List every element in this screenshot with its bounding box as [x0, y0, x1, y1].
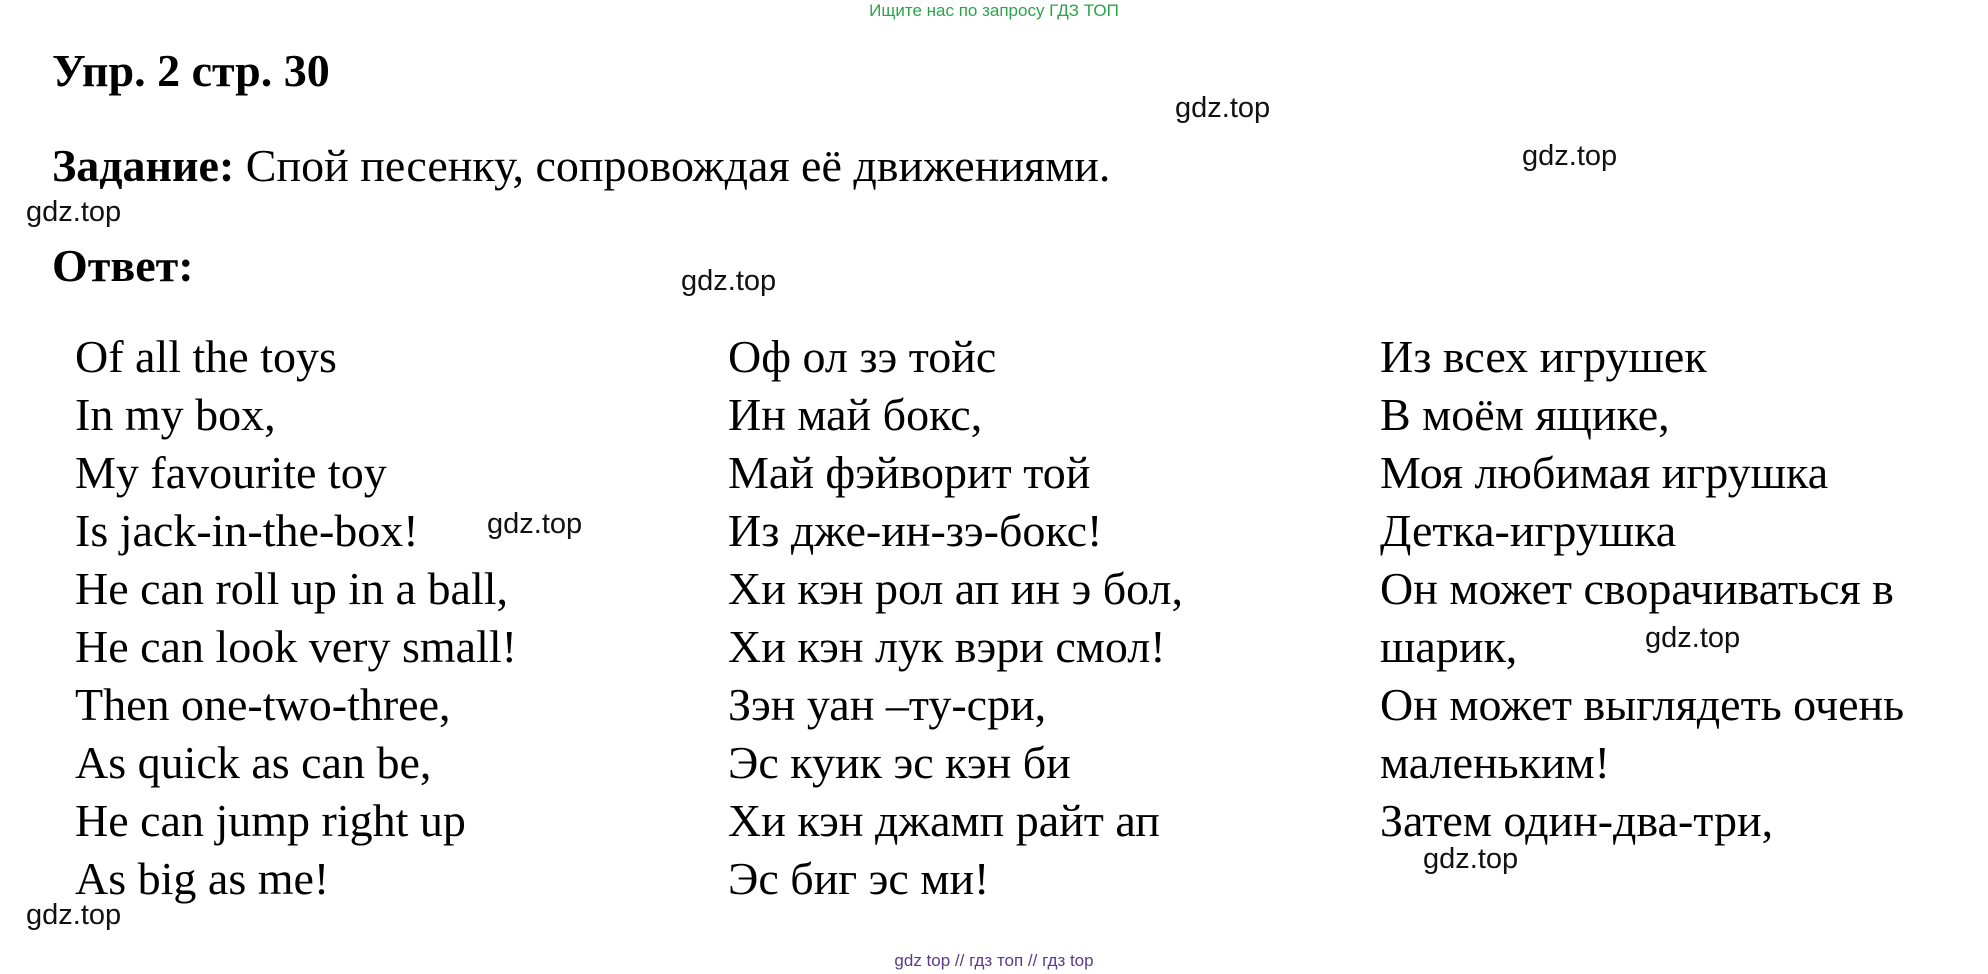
transcription-line: Эс биг эс ми! — [728, 853, 990, 904]
watermark: gdz.top — [1645, 622, 1741, 654]
watermark: gdz.top — [1423, 843, 1519, 875]
watermark: gdz.top — [1175, 92, 1271, 124]
english-line: In my box, — [75, 389, 276, 440]
russian-line: Из всех игрушек — [1380, 331, 1707, 382]
transcription-line: Из дже-ин-зэ-бокс! — [728, 505, 1103, 556]
russian-translation-column — [1380, 328, 1904, 850]
top-banner: Ищите нас по запросу ГДЗ ТОП — [869, 1, 1119, 20]
english-lyrics-column — [75, 328, 517, 908]
russian-line: Детка-игрушка — [1380, 505, 1677, 556]
footer-watermark: gdz top // гдз топ // гдз top — [894, 951, 1094, 970]
task-text: Спой песенку, сопровождая её движениями. — [234, 140, 1111, 191]
transcription-line: Эс куик эс кэн би — [728, 737, 1071, 788]
russian-line: шарик, — [1380, 621, 1518, 672]
transcription-line: Май фэйворит той — [728, 447, 1091, 498]
watermark: gdz.top — [1522, 140, 1618, 172]
transcription-line: Хи кэн джамп райт ап — [728, 795, 1160, 846]
task-label: Задание: — [52, 140, 235, 191]
watermark: gdz.top — [681, 265, 777, 297]
transcription-line: Зэн уан –ту-сри, — [728, 679, 1047, 730]
watermark: gdz.top — [26, 196, 122, 228]
russian-line: Он может сворачиваться в — [1380, 563, 1894, 614]
transcription-line: Хи кэн лук вэри смол! — [728, 621, 1166, 672]
watermark: gdz.top — [26, 899, 122, 931]
english-line: He can look very small! — [75, 621, 517, 672]
task-statement — [52, 138, 1110, 194]
transcription-line: Ин май бокс, — [728, 389, 983, 440]
english-line: Of all the toys — [75, 331, 337, 382]
russian-line: Затем один-два-три, — [1380, 795, 1774, 846]
english-line: Is jack-in-the-box! — [75, 505, 419, 556]
russian-line: маленьким! — [1380, 737, 1610, 788]
russian-line: Моя любимая игрушка — [1380, 447, 1829, 498]
answer-label: Ответ: — [52, 240, 194, 291]
english-line: As big as me! — [75, 853, 330, 904]
english-line: Then one-two-three, — [75, 679, 451, 730]
english-line: My favourite toy — [75, 447, 387, 498]
transcription-line: Хи кэн рол ап ин э бол, — [728, 563, 1183, 614]
english-line: He can jump right up — [75, 795, 466, 846]
transcription-line: Оф ол зэ тойс — [728, 331, 997, 382]
russian-line: Он может выглядеть очень — [1380, 679, 1905, 730]
english-line: He can roll up in a ball, — [75, 563, 509, 614]
russian-line: В моём ящике, — [1380, 389, 1670, 440]
transcription-column — [728, 328, 1183, 908]
watermark: gdz.top — [487, 508, 583, 540]
page-title: Упр. 2 стр. 30 — [52, 45, 330, 96]
english-line: As quick as can be, — [75, 737, 432, 788]
